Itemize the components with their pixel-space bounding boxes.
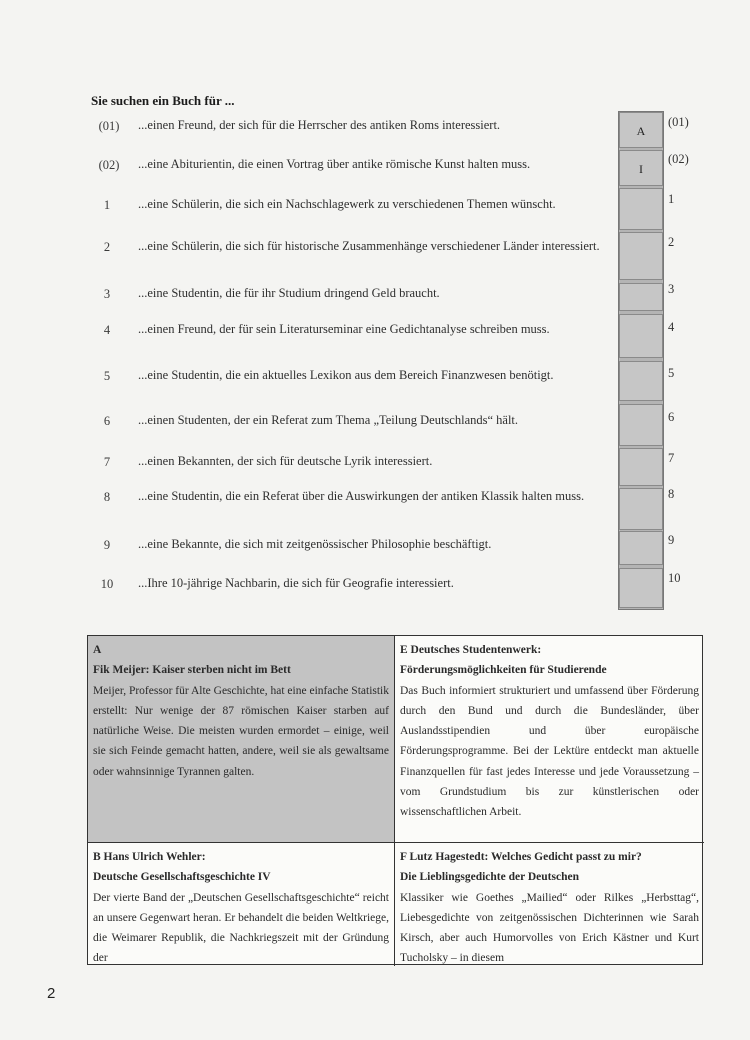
question-number: 6 xyxy=(103,414,111,428)
book-descriptions-grid xyxy=(87,635,703,965)
book-b-author: B Hans Ulrich Wehler: xyxy=(93,851,206,863)
answer-number-label: 6 xyxy=(668,410,675,424)
answer-field[interactable] xyxy=(619,531,663,565)
book-e-description: Das Buch informiert strukturiert und umfassend über Förderung durch den Bund und durch die Bundesländer, über Auslandsstipendien und über europäische Förderungsprogramme. Bei der Lektüre entdeckt man aktuelle Finanzquellen für fast jedes Interesse und jede Voraussetzung – vom Grundstudium bis zur künstlerischen oder wissenschaftlichen Arbeit. xyxy=(400,684,699,819)
book-f-author: F Lutz Hagestedt: Welches Gedicht passt zu mir? xyxy=(400,851,642,863)
question-text: ...eine Schülerin, die sich ein Nachschlagewerk zu verschiedenen Themen wünscht. xyxy=(138,197,556,211)
answer-field[interactable] xyxy=(619,361,663,401)
book-a-description: Meijer, Professor für Alte Geschichte, hat eine einfache Statistik erstellt: Nur wenige der 87 römischen Kaiser starben auf natürliche Weise. Die meisten wurden ermordet – einige, weil sie sich Feinde gemacht hatten, andere, weil sie als gewaltsame oder wahnsinnige Tyrannen galten. xyxy=(93,684,389,778)
question-number: 8 xyxy=(103,490,111,504)
answer-field[interactable] xyxy=(619,314,663,358)
question-number: 1 xyxy=(103,198,111,212)
question-number: (02) xyxy=(98,158,120,172)
answer-number-label: 10 xyxy=(668,571,681,585)
answer-number-label: 3 xyxy=(668,282,675,296)
answer-number-label: 4 xyxy=(668,320,675,334)
book-b-description: Der vierte Band der „Deutschen Gesellschaftsgeschichte“ reicht an unsere Gegenwart heran. Er behandelt die beiden Weltkriege, die Weimarer Republik, die Nachkriegszeit mit der Gründung der xyxy=(93,891,389,965)
answer-number-label: (01) xyxy=(668,115,689,129)
question-number: 9 xyxy=(103,538,111,552)
question-text: ...eine Schülerin, die sich für historische Zusammenhänge verschiedener Länder interessiert. xyxy=(138,239,600,253)
question-text: ...eine Abiturientin, die einen Vortrag über antike römische Kunst halten muss. xyxy=(138,157,531,171)
answer-field[interactable]: I xyxy=(619,150,663,186)
answer-field[interactable] xyxy=(619,232,663,280)
question-text: ...einen Freund, der sich für die Herrscher des antiken Roms interessiert. xyxy=(138,118,501,132)
book-f-description: Klassiker wie Goethes „Mailied“ oder Rilkes „Herbsttag“, Liebesgedichte von zeitgenössischen Dichterinnen wie Sarah Kirsch, aber auch Humorvolles von Erich Kästner und Kurt Tucholsky – in diesem xyxy=(400,891,699,965)
answer-number-label: 7 xyxy=(668,451,675,465)
question-number: 7 xyxy=(103,455,111,469)
page-number: 2 xyxy=(47,985,56,1002)
book-b-title: Deutsche Gesellschaftsgeschichte IV xyxy=(93,871,271,884)
book-e-title: Förderungsmöglichkeiten für Studierende xyxy=(400,664,607,677)
book-a-cell xyxy=(88,636,394,842)
question-text: ...Ihre 10-jährige Nachbarin, die sich für Geografie interessiert. xyxy=(138,576,454,590)
question-number: 5 xyxy=(103,369,111,383)
answer-field[interactable] xyxy=(619,488,663,530)
answer-field[interactable] xyxy=(619,448,663,486)
book-a-title: Fik Meijer: Kaiser sterben nicht im Bett xyxy=(93,664,291,677)
question-text: ...einen Bekannten, der sich für deutsche Lyrik interessiert. xyxy=(138,454,433,468)
answer-number-label: 2 xyxy=(668,235,675,249)
question-number: (01) xyxy=(98,119,120,133)
question-text: ...einen Freund, der für sein Literaturseminar eine Gedichtanalyse schreiben muss. xyxy=(138,322,550,336)
book-e-cell xyxy=(395,636,704,842)
answer-number-label: (02) xyxy=(668,152,689,166)
answer-field[interactable] xyxy=(619,283,663,311)
question-text: ...eine Studentin, die ein Referat über die Auswirkungen der antiken Klassik halten muss. xyxy=(138,489,585,503)
question-text: ...eine Studentin, die ein aktuelles Lexikon aus dem Bereich Finanzwesen benötigt. xyxy=(138,368,554,382)
question-number: 2 xyxy=(103,240,111,254)
question-text: ...eine Bekannte, die sich mit zeitgenössischer Philosophie beschäftigt. xyxy=(138,537,492,551)
book-f-cell xyxy=(395,843,704,966)
question-number: 10 xyxy=(100,577,114,591)
answer-field[interactable] xyxy=(619,404,663,446)
answer-field[interactable]: A xyxy=(619,112,663,148)
answer-number-label: 8 xyxy=(668,487,675,501)
answer-field[interactable] xyxy=(619,188,663,230)
task-heading: Sie suchen ein Buch für ... xyxy=(91,93,235,108)
question-text: ...eine Studentin, die für ihr Studium dringend Geld braucht. xyxy=(138,286,440,300)
book-f-title: Die Lieblingsgedichte der Deutschen xyxy=(400,871,579,884)
question-number: 3 xyxy=(103,287,111,301)
book-e-author: E Deutsches Studentenwerk: xyxy=(400,644,542,656)
answer-number-label: 9 xyxy=(668,533,675,547)
answer-number-label: 5 xyxy=(668,366,675,380)
answer-field[interactable] xyxy=(619,568,663,608)
book-a-letter: A xyxy=(93,644,102,656)
book-b-cell xyxy=(88,843,394,966)
question-number: 4 xyxy=(103,323,111,337)
answer-number-label: 1 xyxy=(668,192,675,206)
question-text: ...einen Studenten, der ein Referat zum Thema „Teilung Deutschlands“ hält. xyxy=(138,413,519,427)
